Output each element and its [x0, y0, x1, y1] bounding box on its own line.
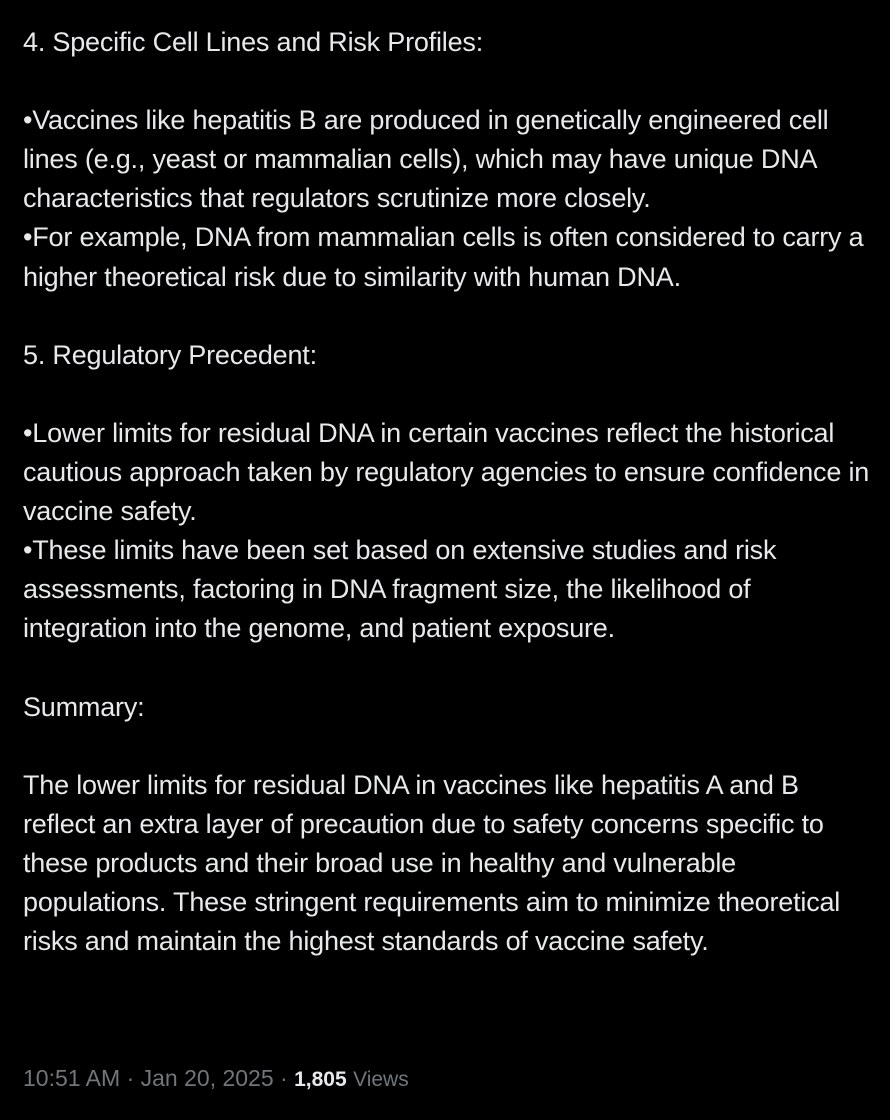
- views-count: 1,805: [294, 1068, 347, 1091]
- section-5-heading: 5. Regulatory Precedent:: [23, 339, 317, 370]
- views-label: Views: [353, 1068, 409, 1091]
- section-5-bullet-1: •Lower limits for residual DNA in certain vaccines reflect the historical cautious approach taken by regulatory agencies to ensure confidence in vaccine safety.: [23, 417, 870, 527]
- section-5-bullet-2: •These limits have been set based on extensive studies and risk assessments, factoring in DNA fragment size, the likelihood of integration into the genome, and patient exposure.: [23, 535, 777, 644]
- post-text: [23, 23, 873, 961]
- views-link[interactable]: [294, 1065, 409, 1091]
- section-4-bullet-2: •For example, DNA from mammalian cells is often considered to carry a higher theoretical risk due to similarity with human DNA.: [23, 222, 864, 292]
- paragraph-spacer: [23, 375, 873, 414]
- summary-body: The lower limits for residual DNA in vaccines like hepatitis A and B reflect an extra layer of precaution due to safety concerns specific to these products and their broad use in healthy and vulnerable populations. These stringent requirements aim to minimize theoretical risks and maintain the highest standards of vaccine safety.: [23, 769, 841, 957]
- meta-separator: ·: [126, 1065, 135, 1091]
- post-time: 10:51 AM: [23, 1065, 121, 1091]
- post-timestamp-link[interactable]: [23, 1065, 274, 1091]
- post-body: [23, 23, 873, 961]
- summary-heading: Summary:: [23, 691, 145, 722]
- post-metadata: [23, 1063, 409, 1095]
- paragraph-spacer: [23, 297, 873, 336]
- section-4-bullet-1: •Vaccines like hepatitis B are produced in genetically engineered cell lines (e.g., yeast or mammalian cells), which may have unique DNA characteristics that regulators scrutinize more closely.: [23, 105, 829, 214]
- paragraph-spacer: [23, 649, 873, 688]
- paragraph-spacer: [23, 62, 873, 101]
- paragraph-spacer: [23, 727, 873, 766]
- meta-separator: ·: [280, 1065, 288, 1091]
- section-4-heading: 4. Specific Cell Lines and Risk Profiles:: [23, 27, 484, 57]
- post-date: Jan 20, 2025: [140, 1065, 274, 1091]
